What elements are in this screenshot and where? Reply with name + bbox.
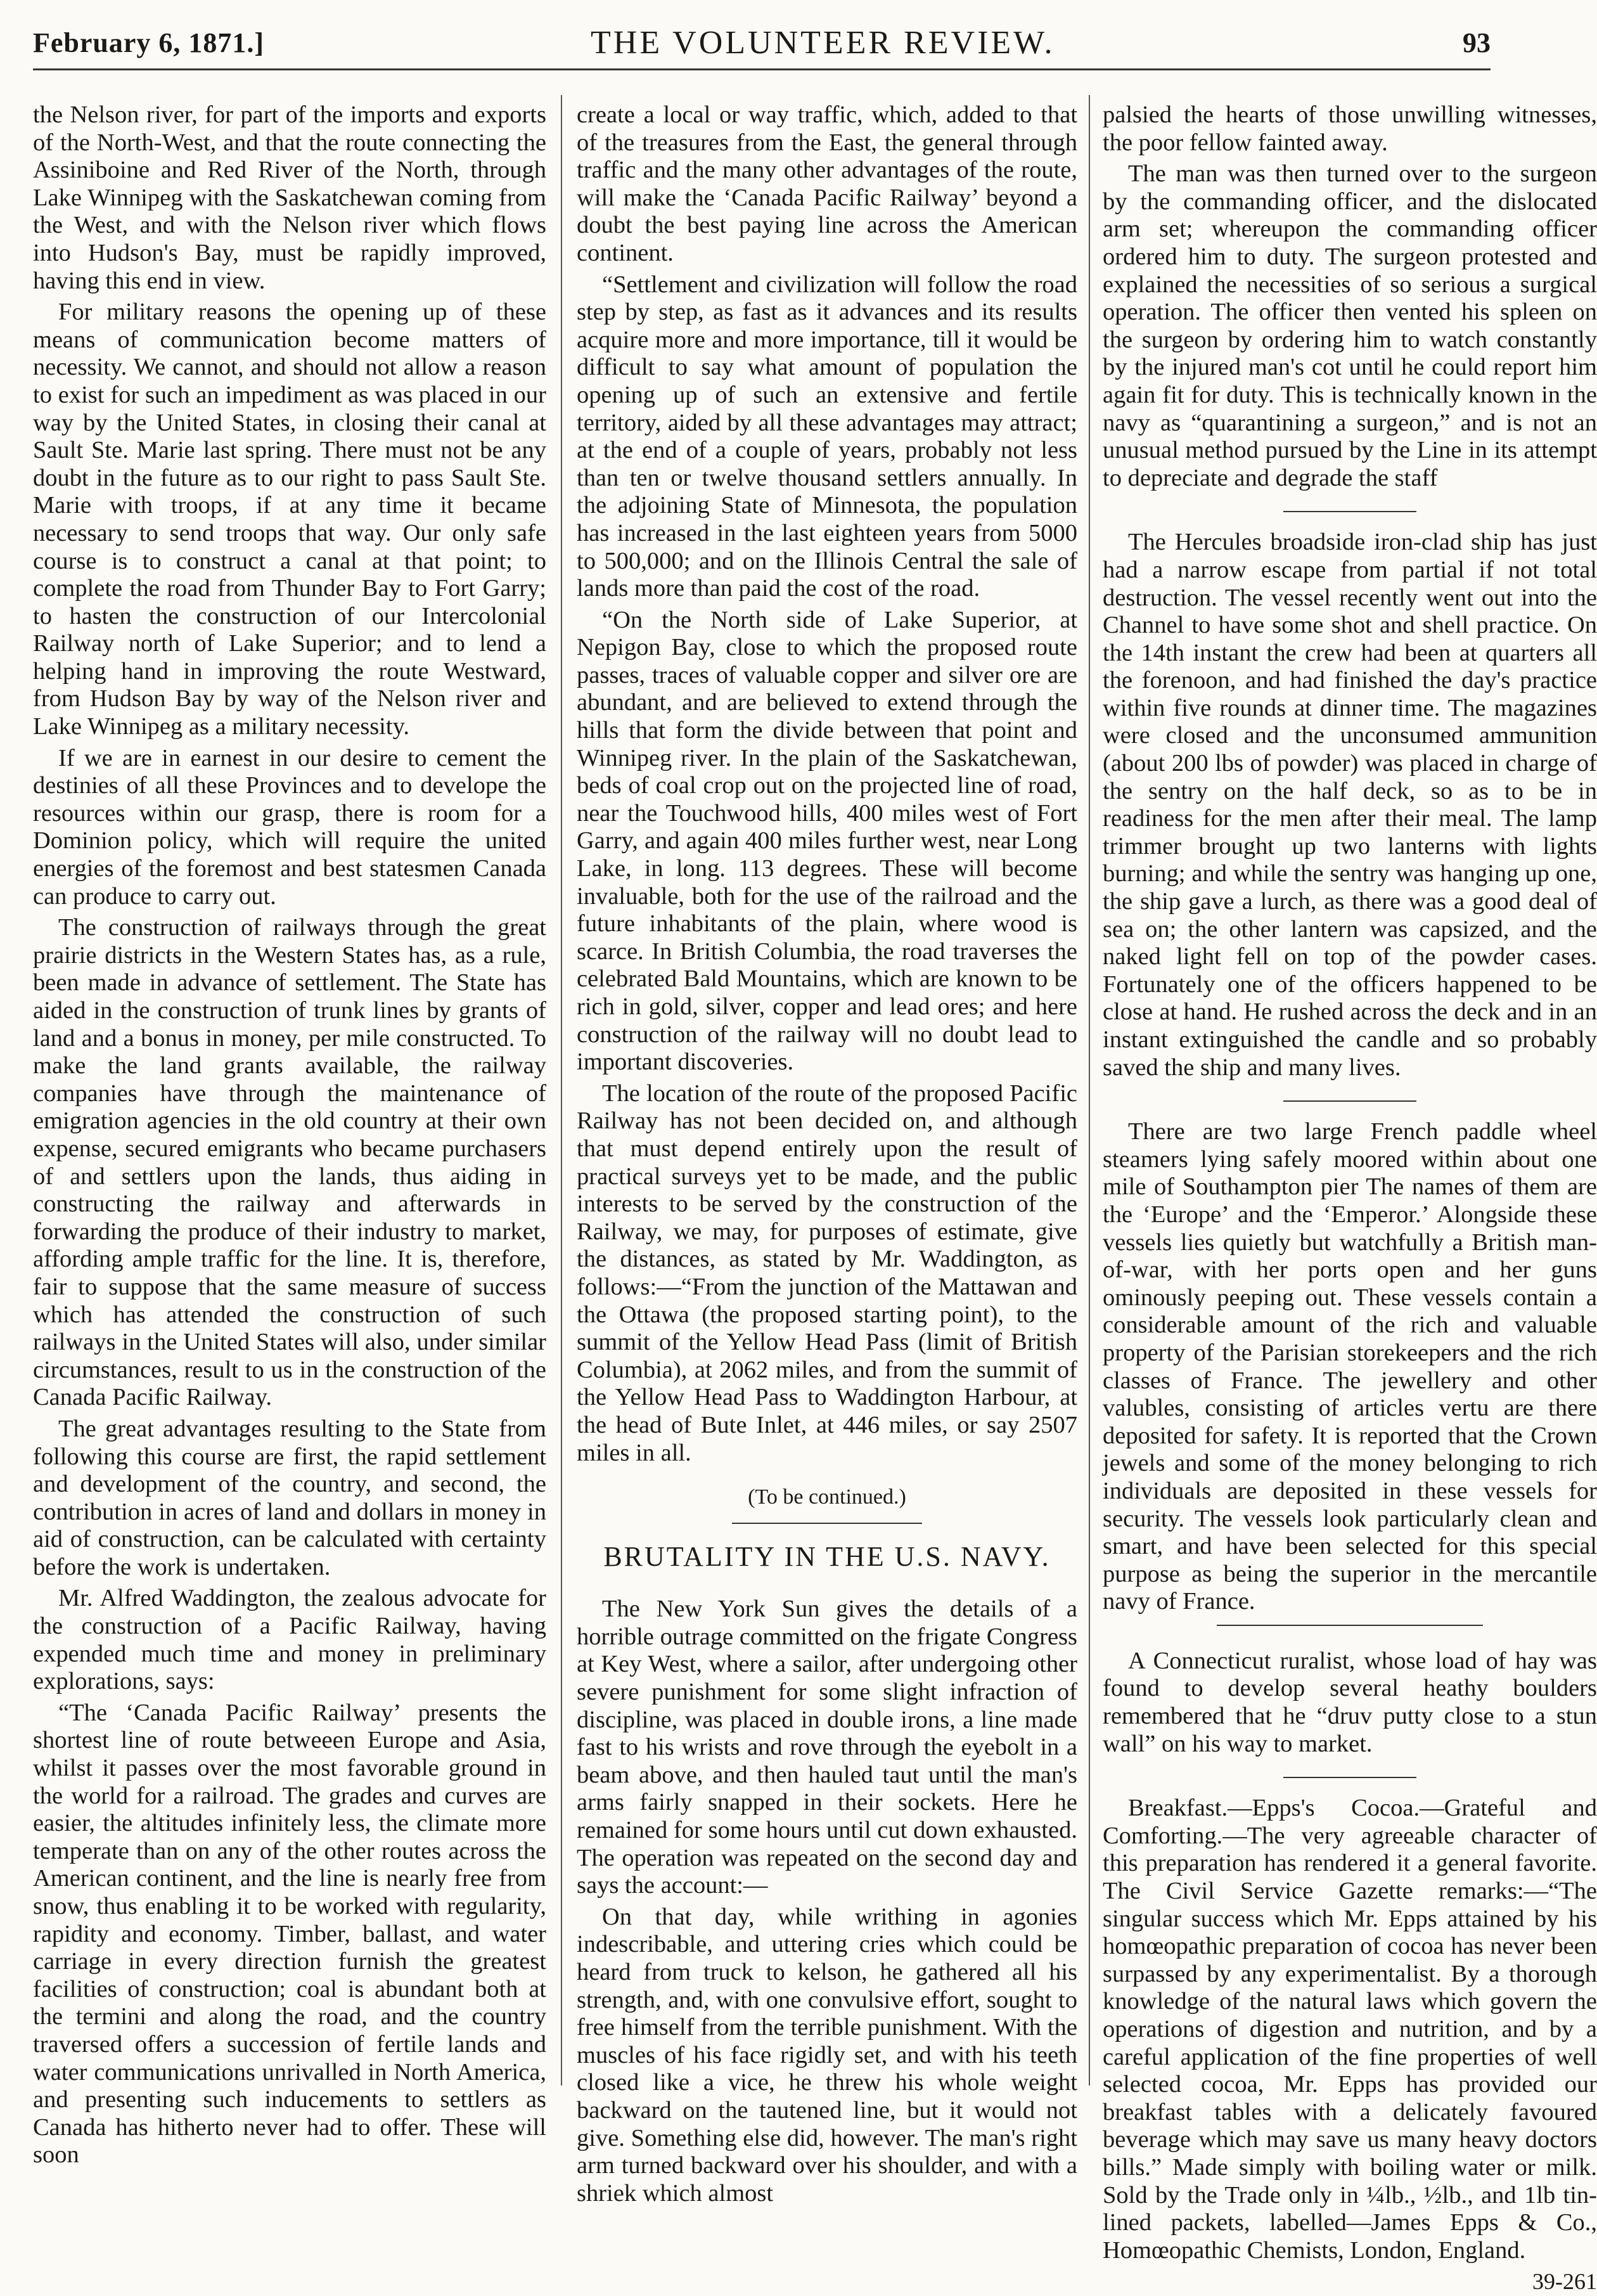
ad-code: 39-261: [1532, 2269, 1597, 2295]
column-divider: [561, 95, 562, 2086]
column-divider: [1089, 95, 1090, 2086]
paragraph: The construction of railways through the great prairie districts in the Western States has, as a rule, been made in advance of settlement. The State has aided in the construction of trunk lines by grants of land and a bonus in money, per mile constructed. To make the land grants available, the railway companies have through the maintenance of emigration agencies in the old country at their own expense, secured emigrants who became purchasers of and settlers upon the lands, thus aiding in constructing the railway and afterwards in forwarding the produce of their industry to market, affording ample traffic for the line. It is, therefore, fair to suppose that the same measure of success which has attended the construction of such railways in the United States will also, under similar circumstances, result to us in the construction of the Canada Pacific Railway.: [33, 914, 546, 1411]
paragraph: palsied the hearts of those unwilling witnesses, the poor fellow fainted away.: [1103, 101, 1597, 156]
section-separator: [1217, 1625, 1483, 1626]
article-heading: BRUTALITY IN THE U.S. NAVY.: [603, 1540, 1051, 1572]
paragraph: “On the North side of Lake Superior, at Nepigon Bay, close to which the proposed route passes, traces of valuable copper and silver ore are abundant, and are believed to extend through the hills that form the divide between that point and Winnipeg river. In the plain of the Saskatchewan, beds of coal crop out on the projected line of road, near the Touchwood hills, 400 miles west of Fort Garry, and again 400 miles further west, near Long Lake, in long. 113 degrees. These will become invaluable, both for the use of the railroad and the future inhabitants of the plain, where wood is scarce. In British Columbia, the road traverses the celebrated Bald Mountains, which are known to be rich in gold, silver, copper and lead ores; and here construction of the railway will no doubt lead to important discoveries.: [577, 606, 1077, 1076]
paragraph: “Settlement and civilization will follow the road step by step, as fast as it advances and its results acquire more and more importance, till it would be difficult to say what amount of population the opening up of such an extensive and fertile territory, aided by all these advantages may attract; at the end of a couple of years, probably not less than ten or twelve thousand settlers annually. In the adjoining State of Minnesota, the population has increased in the last eighteen years from 5000 to 500,000; and on the Illinois Central the sale of lands more than paid the cost of the road.: [577, 271, 1077, 602]
newspaper-title: THE VOLUNTEER REVIEW.: [591, 25, 1055, 61]
paragraph: The great advantages resulting to the State from following this course are first, the rapid settlement and development of the country, and second, the contribution in acres of land and dollars in money in aid of construction, can be calculated with certainty before the work is undertaken.: [33, 1415, 546, 1580]
paragraph: create a local or way traffic, which, added to that of the treasures from the East, the general through traffic and the many other advantages of the route, will make the ‘Canada Pacific Railway’ beyond a doubt the best paying line across the American continent.: [577, 101, 1077, 266]
paragraph: The man was then turned over to the surgeon by the commanding officer, and the dislocated arm set; whereupon the commanding officer ordered him to duty. The surgeon protested and explained the necessities of so serious a surgical operation. The officer then vented his spleen on the surgeon by ordering him to watch constantly by the injured man's cot until he could report him again fit for duty. This is technically known in the navy as “quarantining a surgeon,” and is not an unusual method pursued by the Line in its attempt to depreciate and degrade the staff: [1103, 160, 1597, 491]
paragraph: The Hercules broadside iron-clad ship has just had a narrow escape from partial if not total destruction. The vessel recently went out into the Channel to have some shot and shell practice. On the 14th instant the crew had been at quarters all the forenoon, and had finished the day's practice within five rounds at dinner time. The magazines were closed and the unconsumed ammunition (about 200 lbs of powder) was placed in charge of the sentry on the half deck, so as to be in readiness for the men after their meal. The lamp trimmer brought up two lanterns with lights burning; and while the sentry was hanging up one, the ship gave a lurch, as there was a good deal of sea on; the other lantern was capsized, and the naked light fell on top of the powder cases. Fortunately one of the officers happened to be close at hand. He rushed across the deck and in an instant extinguished the candle and so probably saved the ship and many lives.: [1103, 529, 1597, 1081]
paragraph: There are two large French paddle wheel steamers lying safely moored within about one mile of Southampton pier The names of them are the ‘Europe’ and the ‘Emperor.’ Alongside these vessels lies quietly but watchfully a British man-of-war, with her ports open and her guns ominously peeping out. These vessels contain a considerable amount of the rich and valuable property of the Parisian storekeepers and the rich classes of France. The jewellery and other valubles, consisting of articles vertu are there deposited for safety. It is reported that the Crown jewels and some of the money belonging to rich individuals are deposited in these vessels for security. The vessels look particularly clean and smart, and have been selected for this special purpose as being the superior in the mercantile navy of France.: [1103, 1118, 1597, 1615]
paragraph: The location of the route of the proposed Pacific Railway has not been decided on, and although that must depend entirely upon the result of practical surveys yet to be made, and the public interests to be served by the construction of the Railway, we may, for purposes of estimate, give the distances, as stated by Mr. Waddington, as follows:—“From the junction of the Mattawan and the Ottawa (the proposed starting point), to the summit of the Yellow Head Pass (limit of British Columbia), at 2062 miles, and from the summit of the Yellow Head Pass to Waddington Harbour, at the head of Bute Inlet, at 446 miles, or say 2507 miles in all.: [577, 1080, 1077, 1466]
section-separator: [1283, 1777, 1416, 1778]
to-be-continued: (To be continued.): [748, 1485, 906, 1509]
page-number: 93: [1463, 27, 1491, 58]
column-2: [577, 101, 1077, 2207]
issue-date: February 6, 1871.]: [33, 27, 265, 58]
masthead-rule: [33, 68, 1491, 70]
advertisement: Breakfast.—Epps's Cocoa.—Grateful and Comforting.—The very agreeable character of this preparation has rendered it a general favorite. The Civil Service Gazette remarks:—“The singular success which Mr. Epps attained by his homœopathic preparation of cocoa has never been surpassed by any experimentalist. By a thorough knowledge of the natural laws which govern the operations of digestion and nutrition, and by a careful application of the fine properties of well selected cocoa, Mr. Epps has provided our breakfast tables with a delicately favoured beverage which may save us many heavy doctors bills.” Made simply with boiling water or milk. Sold by the Trade only in ¼lb., ½lb., and 1lb tin-lined packets, labelled—James Epps & Co., Homœopathic Chemists, London, England.: [1103, 1795, 1597, 2264]
section-separator: [732, 1523, 922, 1530]
paragraph: If we are in earnest in our desire to cement the destinies of all these Provinces and to develope the resources within our grasp, there is room for a Dominion policy, which will require the united energies of the foremost and best statesmen Canada can produce to carry out.: [33, 744, 546, 910]
paragraph: “The ‘Canada Pacific Railway’ presents the shortest line of route betweeen Europe and Asia, whilst it passes over the most favorable ground in the world for a railroad. The grades and curves are easier, the altitudes infinitely less, the climate more temperate than on any of the other routes across the American continent, and the line is nearly free from snow, thus enabling it to be worked with regularity, rapidity and economy. Timber, ballast, and water carriage in every direction furnish the greatest facilities of construction; coal is abundant both at the termini and along the road, and the country traversed offers a succession of fertile lands and water communications unrivalled in North America, and presenting such inducements to settlers as Canada has hitherto never had to offer. These will soon: [33, 1699, 546, 2169]
paragraph: the Nelson river, for part of the imports and exports of the North-West, and that the route connecting the Assiniboine and Red River of the North, through Lake Winnipeg with the Saskatchewan coming from the West, and with the Nelson river which flows into Hudson's Bay, must be rapidly improved, having this end in view.: [33, 101, 546, 294]
masthead: [33, 20, 1491, 65]
column-3: [1103, 101, 1597, 2295]
paragraph: For military reasons the opening up of these means of communication become matters of necessity. We cannot, and should not allow a reason to exist for such an impediment as was placed in our way by the United States, in closing their canal at Sault Ste. Marie last spring. There must not be any doubt in the future as to our right to pass Sault Ste. Marie with troops, if at any time it became necessary to send troops that way. Our only safe course is to construct a canal at that point; to complete the road from Thunder Bay to Fort Garry; to hasten the construction of our Intercolonial Railway north of Lake Superior; and to lend a helping hand in improving the route Westward, from Hudson Bay by way of the Nelson river and Lake Winnipeg as a military necessity.: [33, 299, 546, 740]
paragraph: On that day, while writhing in agonies indescribable, and uttering cries which could be heard from truck to kelson, he gathered all his strength, and, with one convulsive effort, sought to free himself from the terrible punishment. With the muscles of his face rigidly set, and with his teeth closed like a vice, he threw his whole weight backward on the tautened line, but it would not give. Something else did, however. The man's right arm turned backward over his shoulder, and with a shriek which almost: [577, 1903, 1077, 2207]
paragraph: A Connecticut ruralist, whose load of hay was found to develop several heathy boulders remembered that he “druv putty close to a stun wall” on his way to market.: [1103, 1647, 1597, 1757]
paragraph: The New York Sun gives the details of a horrible outrage committed on the frigate Congress at Key West, where a sailor, after undergoing other severe punishment for some slight infraction of discipline, was placed in double irons, a line made fast to his wrists and rove through the eyebolt in a beam above, and then hauled taut until the man's arms fairly snapped in their sockets. Here he remained for some hours until cut down exhausted. The operation was repeated on the second day and says the account:—: [577, 1596, 1077, 1899]
section-separator: [1283, 1100, 1416, 1102]
section-separator: [1283, 511, 1416, 512]
column-1: [33, 101, 546, 2169]
paragraph: Mr. Alfred Waddington, the zealous advocate for the construction of a Pacific Railway, having expended much time and money in preliminary explorations, says:: [33, 1585, 546, 1695]
